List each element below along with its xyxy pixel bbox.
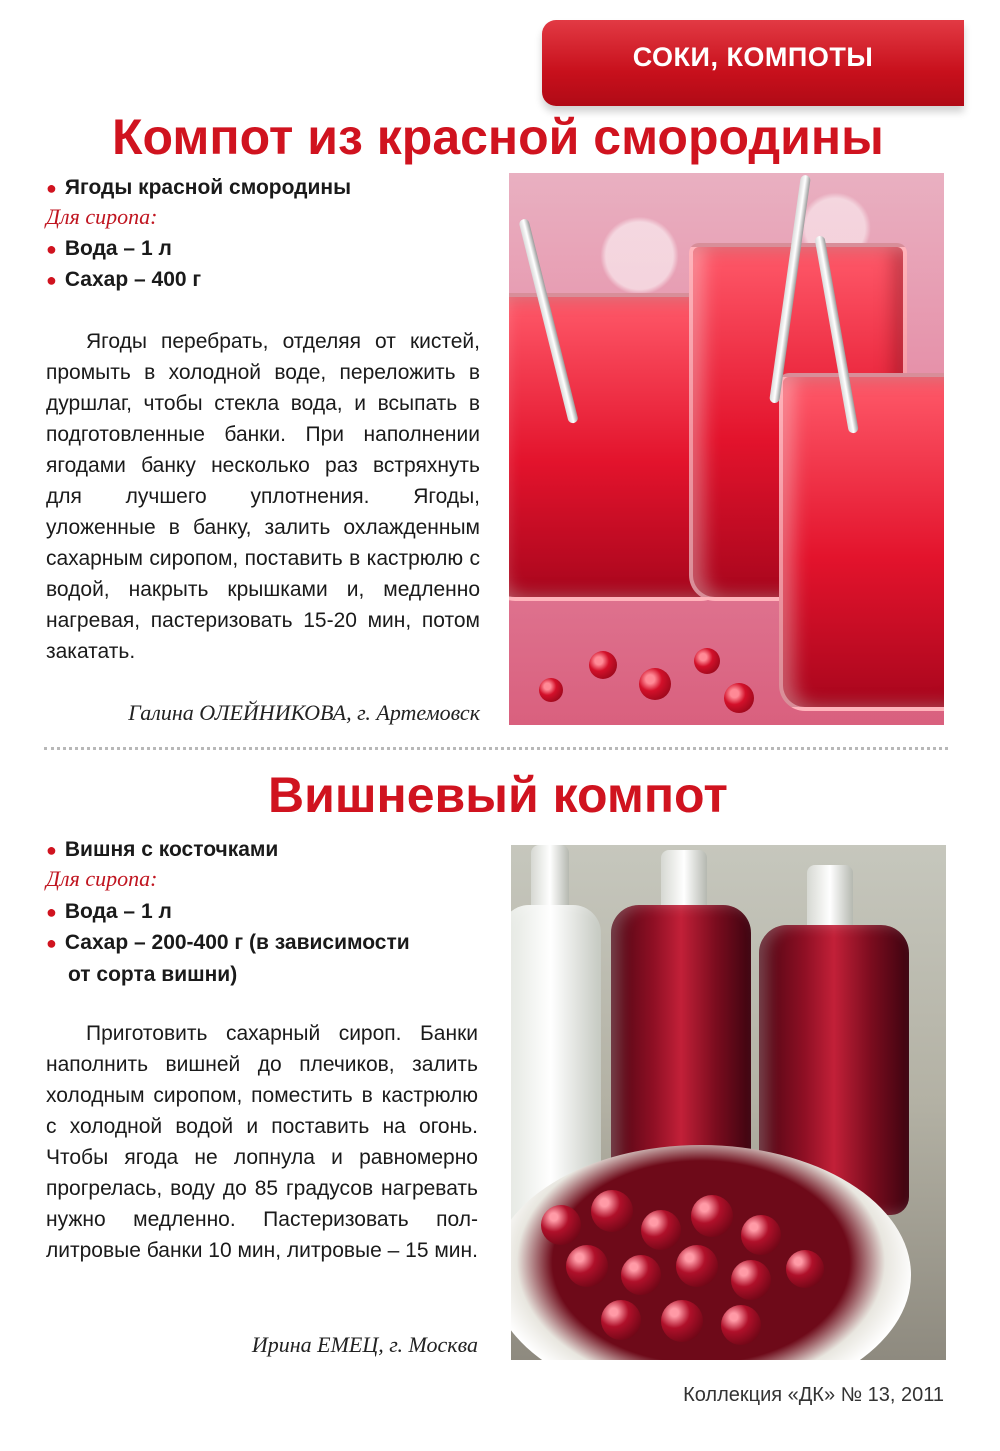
recipe1-title: Компот из красной смородины <box>112 109 884 165</box>
cherry <box>786 1250 824 1288</box>
recipe2-title: Вишневый компот <box>268 767 728 823</box>
recipe2-ingredient: ● Вишня с косточками <box>46 838 279 861</box>
berry <box>539 678 563 702</box>
cherry <box>721 1305 761 1345</box>
cherry <box>676 1245 718 1287</box>
cherry-compote-photo <box>511 845 946 1360</box>
berry <box>589 651 617 679</box>
red-currant-compote-photo <box>509 173 944 725</box>
cherry <box>566 1245 608 1287</box>
recipe2-instructions: Приготовить сахарный сироп. Банки наполнить вишней до плечиков, залить холодным сиропом, поместить в кастрюлю с холодной водой и поставить на огонь. Чтобы ягода не лопнула и равномерно прогрелась, воду до 85 градусов нагревать нужно медленно. Пастеризовать пол-литровые банки 10 мин, литровые – 15 мин. <box>46 1022 478 1262</box>
recipe2-syrup-ingredient: ● Сахар – 200-400 г (в зависимости от сорта вишни) <box>46 931 410 986</box>
recipe2-author: Ирина ЕМЕЦ, г. Москва <box>251 1332 478 1357</box>
footer-collection: Коллекция «ДК» № 13, 2011 <box>683 1384 944 1406</box>
recipe2-syrup-label: Для сиропа: <box>46 866 158 891</box>
cherry <box>661 1300 703 1342</box>
bullet-icon: ● <box>46 178 57 198</box>
bullet-icon: ● <box>46 840 57 860</box>
section-banner-label: СОКИ, КОМПОТЫ <box>632 42 874 72</box>
cherry <box>691 1195 733 1237</box>
cherry <box>741 1215 781 1255</box>
cherry <box>641 1210 681 1250</box>
bullet-icon: ● <box>46 270 57 290</box>
recipe1-instructions: Ягоды перебрать, отделяя от кистей, промыть в холодной воде, переложить в дуршлаг, чтобы стекла вода, и всыпать в подготовленные банки. При наполнении ягодами банку несколько раз встряхнуть для лучшего уплотнения. Ягоды, уложенные в банку, залить охлажденным сахарным сиропом, поставить в кастрюлю с водой, накрыть крышками и, медленно нагревая, пастеризовать 15-20 мин, потом закатать. <box>46 330 480 663</box>
bullet-icon: ● <box>46 239 57 259</box>
cherry <box>731 1260 771 1300</box>
cherry <box>541 1205 581 1245</box>
recipe1-syrup-label: Для сиропа: <box>46 204 158 229</box>
berry <box>639 668 671 700</box>
cherry <box>601 1300 641 1340</box>
section-banner <box>542 20 964 106</box>
berry <box>694 648 720 674</box>
cherry <box>621 1255 661 1295</box>
recipe1-syrup-ingredient: ● Вода – 1 л <box>46 237 172 260</box>
berry <box>724 683 754 713</box>
recipe2-syrup-ingredient: ● Вода – 1 л <box>46 900 172 923</box>
recipe1-author: Галина ОЛЕЙНИКОВА, г. Артемовск <box>128 700 480 725</box>
bullet-icon: ● <box>46 902 57 922</box>
bullet-icon: ● <box>46 933 57 953</box>
recipe1-ingredient: ● Ягоды красной смородины <box>46 176 352 199</box>
recipe1-syrup-ingredient: ● Сахар – 400 г <box>46 268 202 291</box>
cherry <box>591 1190 633 1232</box>
section-separator <box>44 747 948 750</box>
glass <box>779 373 944 711</box>
